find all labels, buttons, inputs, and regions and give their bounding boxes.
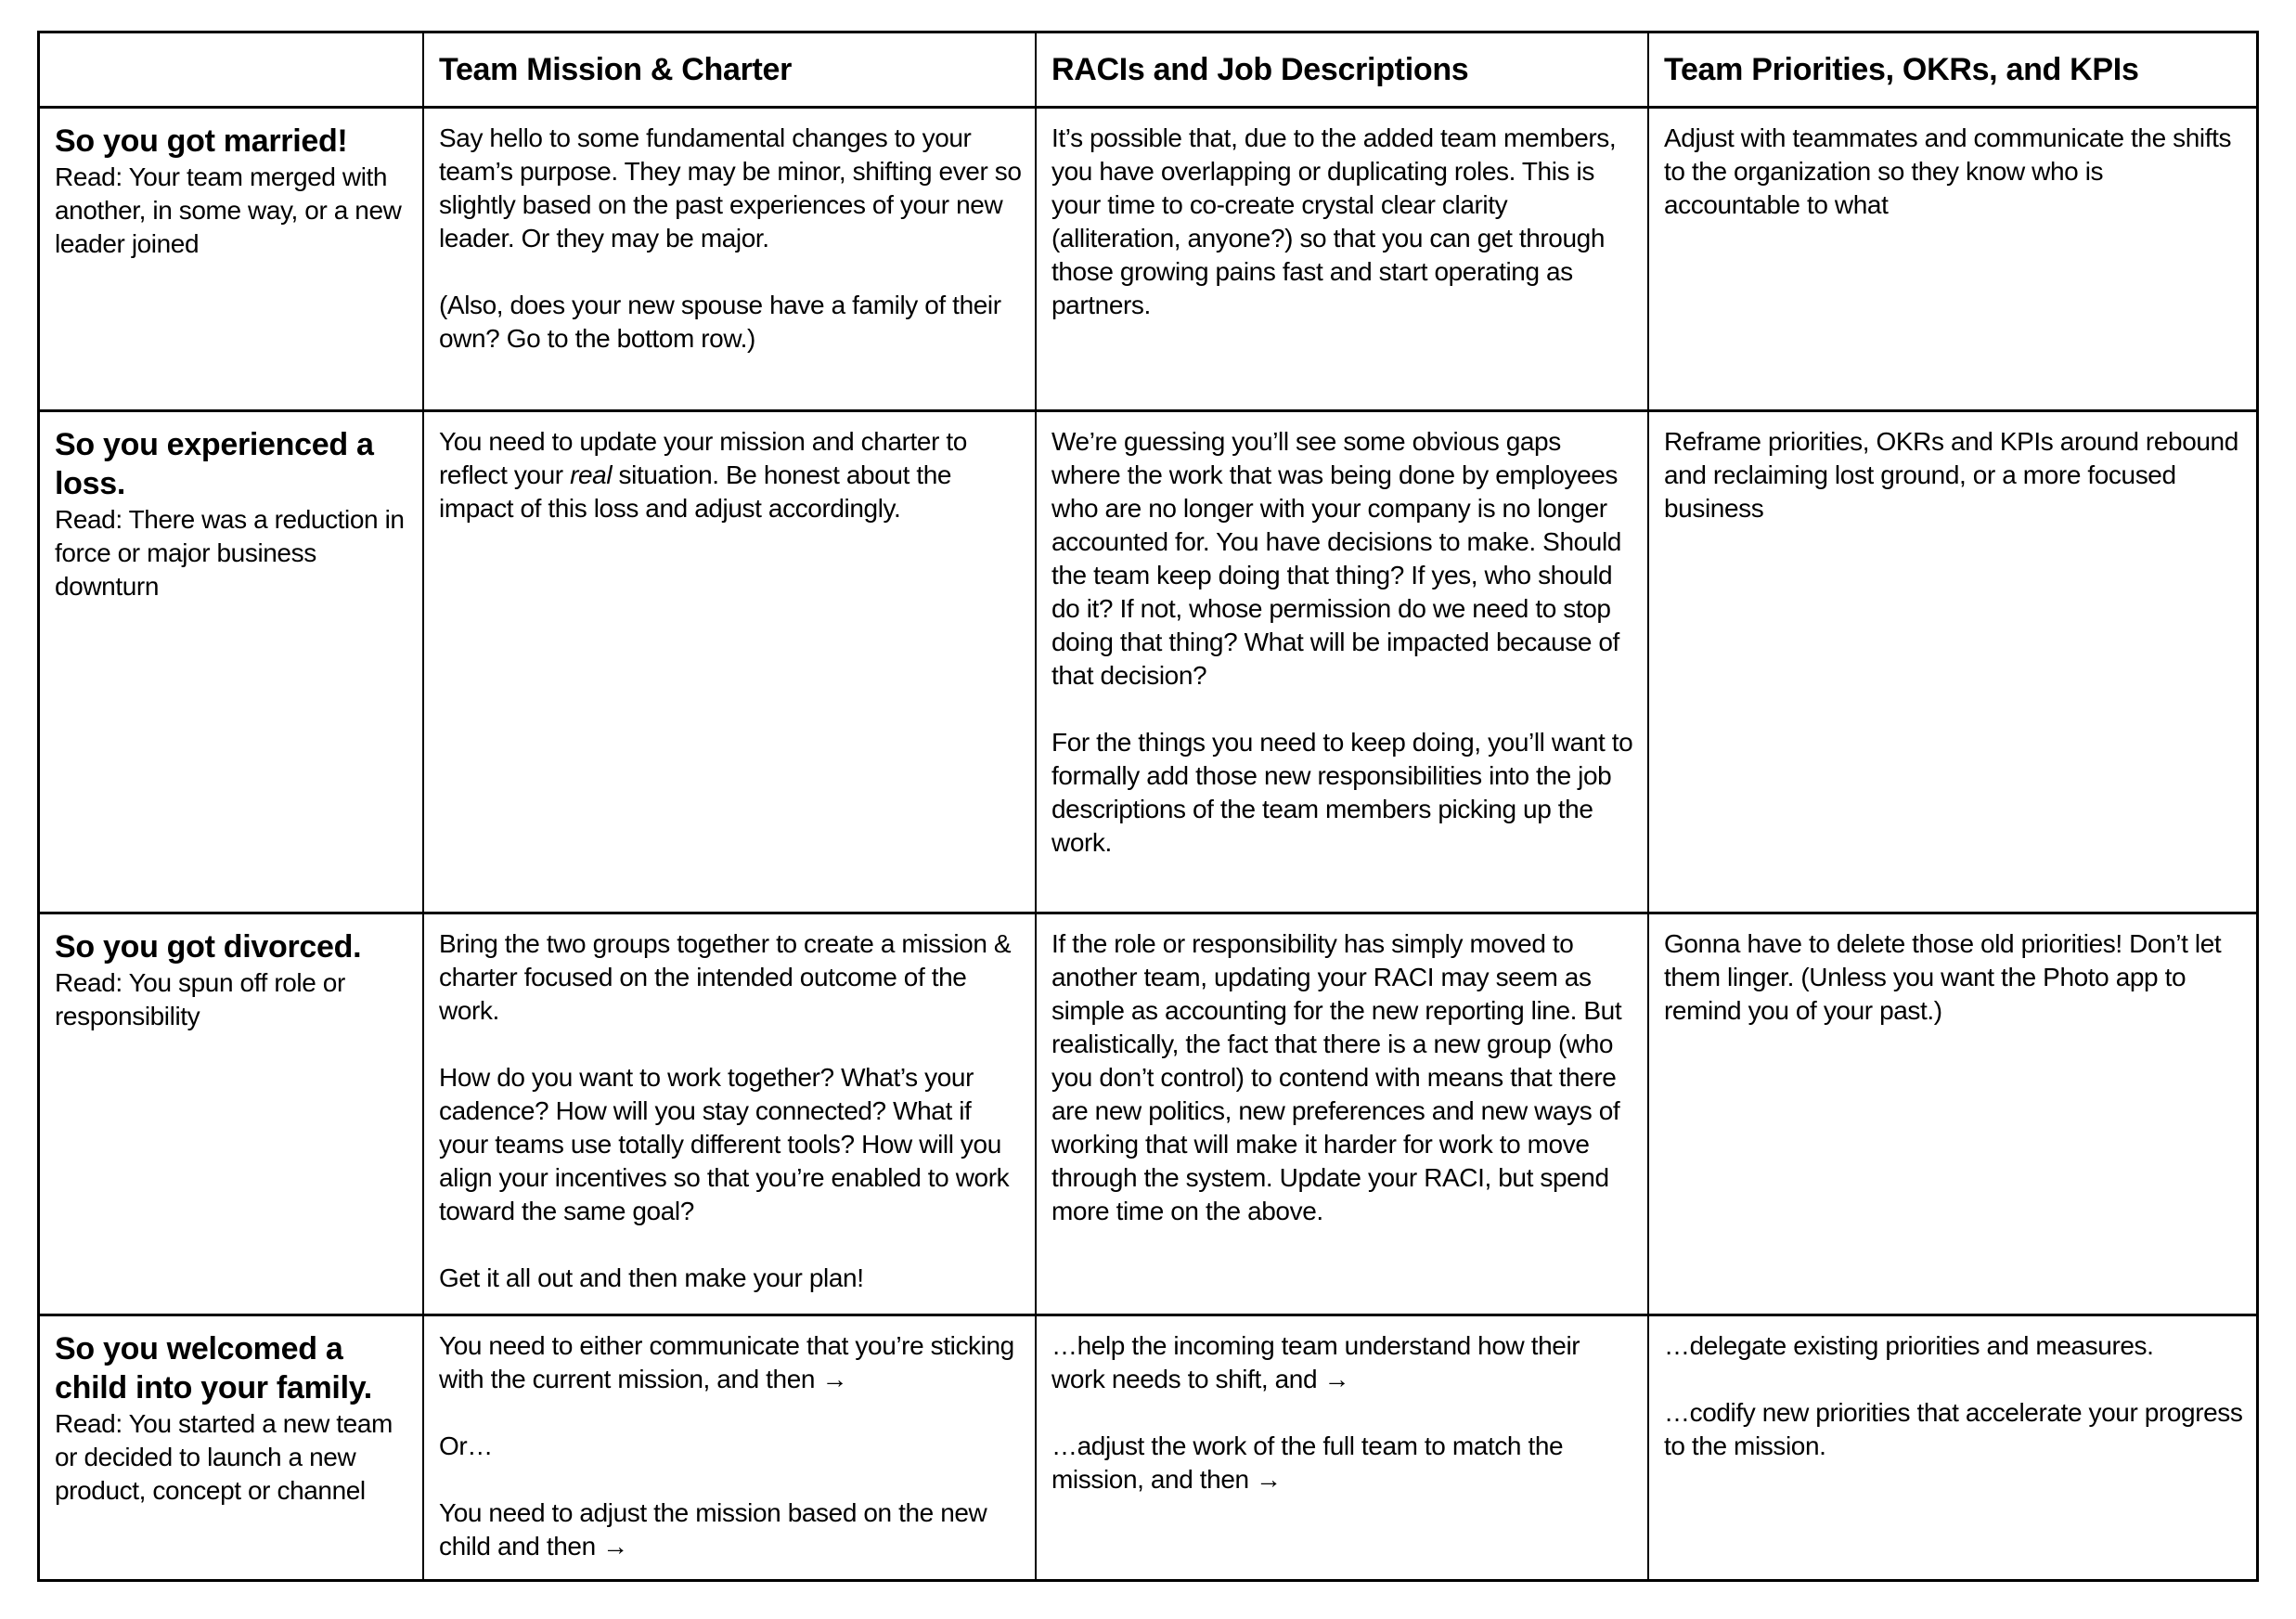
cell-paragraph: Gonna have to delete those old priorities! Don’t let them linger. (Unless you want the Photo app to remind you of your past.) xyxy=(1664,929,2222,1025)
row-label-loss xyxy=(40,412,424,914)
cell-paragraph: Reframe priorities, OKRs and KPIs around rebound and reclaiming lost ground, or a more focused business xyxy=(1664,427,2238,523)
row-title: So you welcomed a child into your family. xyxy=(55,1331,372,1405)
cell-paragraph: You need to adjust the mission based on the new child and then → xyxy=(439,1498,987,1561)
cell-paragraph: You need to either communicate that you’re sticking with the current mission, and then → xyxy=(439,1331,1014,1393)
row-subtitle: Read: You spun off role or responsibility xyxy=(55,968,345,1030)
row-subtitle: Read: You started a new team or decided to launch a new product, concept or channel xyxy=(55,1409,393,1505)
cell-paragraph: …codify new priorities that accelerate your progress to the mission. xyxy=(1664,1398,2243,1460)
header-team-mission-charter xyxy=(424,33,1037,109)
cell-paragraph: …adjust the work of the full team to match the mission, and then → xyxy=(1051,1431,1564,1494)
cell-paragraph: Or… xyxy=(439,1431,493,1460)
column-header-label: Team Priorities, OKRs, and KPIs xyxy=(1664,51,2139,87)
text-run: situation. Be honest about the impact of this loss and adjust accordingly. xyxy=(439,460,952,523)
cell-loss-mission xyxy=(424,412,1037,914)
cell-paragraph: For the things you need to keep doing, you’ll want to formally add those new responsibilities into the job descriptions of the team members picking up the work. xyxy=(1051,728,1633,857)
row-label-new-child xyxy=(40,1316,424,1579)
emphasis-text: real xyxy=(570,460,613,489)
cell-divorced-mission xyxy=(424,914,1037,1316)
cell-paragraph: How do you want to work together? What’s your cadence? How will you stay connected? What if your teams use totally different tools? How will you align your incentives so that you’re enabled to work toward the same goal? xyxy=(439,1063,1010,1225)
cell-paragraph: Get it all out and then make your plan! xyxy=(439,1263,864,1292)
cell-paragraph: It’s possible that, due to the added team members, you have overlapping or duplicating roles. This is your time to co-create crystal clear clarity (alliteration, anyone?) so that you can get through those growing pains fast and start operating as partners. xyxy=(1051,123,1617,319)
row-title: So you experienced a loss. xyxy=(55,427,374,501)
cell-paragraph xyxy=(439,425,1022,525)
text-run: You need to update your mission and charter to reflect your xyxy=(439,427,967,489)
cell-divorced-priorities xyxy=(1649,914,2259,1316)
row-label-divorced xyxy=(40,914,424,1316)
cell-paragraph: …help the incoming team understand how their work needs to shift, and → xyxy=(1051,1331,1580,1393)
cell-divorced-raci xyxy=(1037,914,1649,1316)
cell-new-child-priorities xyxy=(1649,1316,2259,1579)
column-header-label: RACIs and Job Descriptions xyxy=(1051,51,1469,87)
cell-new-child-raci xyxy=(1037,1316,1649,1579)
cell-married-mission xyxy=(424,109,1037,412)
cell-paragraph: Say hello to some fundamental changes to your team’s purpose. They may be minor, shifting ever so slightly based on the past experiences of your new leader. Or they may be major. xyxy=(439,123,1022,253)
life-events-matrix-table xyxy=(37,31,2259,1582)
cell-married-priorities xyxy=(1649,109,2259,412)
cell-new-child-mission xyxy=(424,1316,1037,1579)
cell-paragraph: …delegate existing priorities and measures. xyxy=(1664,1331,2154,1360)
cell-paragraph: We’re guessing you’ll see some obvious gaps where the work that was being done by employees who are no longer with your company is no longer accounted for. You have decisions to make. Should the team keep doing that thing? If yes, who should do it? If not, whose permission do we need to stop doing that thing? What will be impacted because of that decision? xyxy=(1051,427,1621,690)
cell-married-raci xyxy=(1037,109,1649,412)
cell-paragraph: If the role or responsibility has simply moved to another team, updating your RACI may seem as simple as accounting for the new reporting line. But realistically, the fact that there is a new group (who you don’t control) to contend with means that there are new politics, new preferences and new ways of working that will make it harder for work to move through the system. Update your RACI, but spend more time on the above. xyxy=(1051,929,1622,1225)
row-subtitle: Read: There was a reduction in force or major business downturn xyxy=(55,505,405,601)
header-team-priorities-okrs-kpis xyxy=(1649,33,2259,109)
cell-paragraph: Bring the two groups together to create a mission & charter focused on the intended outcome of the work. xyxy=(439,929,1012,1025)
row-title: So you got married! xyxy=(55,123,348,159)
column-header-label: Team Mission & Charter xyxy=(439,51,793,87)
cell-loss-raci xyxy=(1037,412,1649,914)
cell-paragraph: (Also, does your new spouse have a family of their own? Go to the bottom row.) xyxy=(439,291,1001,353)
row-label-married xyxy=(40,109,424,412)
cell-loss-priorities xyxy=(1649,412,2259,914)
cell-paragraph: Adjust with teammates and communicate the shifts to the organization so they know who is accountable to what xyxy=(1664,123,2232,219)
row-subtitle: Read: Your team merged with another, in some way, or a new leader joined xyxy=(55,162,402,258)
header-racis-job-descriptions xyxy=(1037,33,1649,109)
header-corner-cell xyxy=(40,33,424,109)
row-title: So you got divorced. xyxy=(55,929,362,965)
